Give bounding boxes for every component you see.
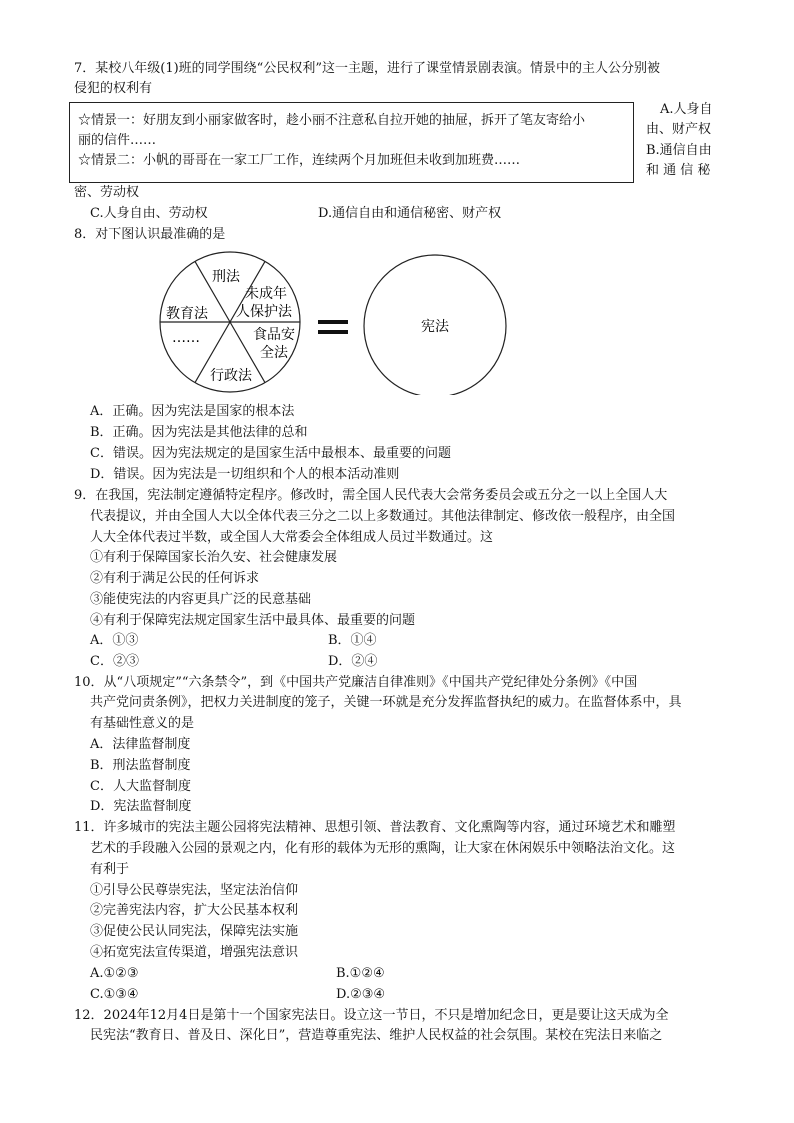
q9-option-b: B．①④ <box>328 633 377 648</box>
q10-stem-line3: 有基础性意义的是 <box>90 716 195 731</box>
q9-stem-line3: 人大全体代表过半数，或全国人大常委会全体组成人员过半数通过。这 <box>90 530 494 545</box>
sector-criminal-law: 刑法 <box>212 269 240 285</box>
sector-minor-protection-law-2: 人保护法 <box>236 304 292 320</box>
q11-item-3: ③促使公民认同宪法，保障宪法实施 <box>90 924 299 939</box>
q10-option-b: B．刑法监督制度 <box>90 758 191 773</box>
q7-option-b-line1: B.通信自由 <box>646 143 712 158</box>
q9-stem-line2: 代表提议，并由全国人大以全体代表三分之二以上多数通过。其他法律制定、修改依一般程序，由全国 <box>90 509 676 524</box>
q12-stem-line2: 民宪法“教育日、普及日、深化日”，营造尊重宪法、维护人民权益的社会氛围。某校在宪法日来临之 <box>90 1028 663 1043</box>
q7-scenario2: ☆情景二：小帆的哥哥在一家工厂工作，连续两个月加班但未收到加班费…… <box>78 153 521 168</box>
sector-minor-protection-law-1: 未成年 <box>245 286 287 302</box>
q7-scenario1-line1: ☆情景一：好朋友到小丽家做客时，趁小丽不注意私自拉开她的抽屉，拆开了笔友寄给小 <box>78 113 586 128</box>
q7-option-c: C.人身自由、劳动权 <box>90 206 208 221</box>
q7-option-b-line2: 和 通 信 秘 <box>646 163 711 178</box>
law-diagram <box>150 250 510 395</box>
q8-option-a: A．正确。因为宪法是国家的根本法 <box>90 404 295 419</box>
q8-option-d: D．错误。因为宪法是一切组织和个人的根本活动准则 <box>90 467 400 482</box>
q10-stem-line2: 共产党问责条例》，把权力关进制度的笼子，关键一环就是充分发挥监督执纪的威力。在监督体系中，具 <box>90 695 682 710</box>
q7-stem-line2: 侵犯的权利有 <box>74 81 153 96</box>
sector-education-law: 教育法 <box>166 306 208 322</box>
q9-option-c: C．②③ <box>90 654 139 669</box>
equals-sign-top <box>318 320 348 324</box>
q9-option-d: D．②④ <box>328 654 378 669</box>
q8-option-c: C．错误。因为宪法规定的是国家生活中最根本、最重要的问题 <box>90 446 451 461</box>
equals-sign-bottom <box>318 330 348 334</box>
q11-item-4: ④拓宽宪法宣传渠道，增强宪法意识 <box>90 945 299 960</box>
q11-option-c: C.①③④ <box>90 987 139 1002</box>
q11-item-1: ①引导公民尊崇宪法，坚定法治信仰 <box>90 883 299 898</box>
q11-option-a: A.①②③ <box>90 966 139 981</box>
q7-scenario1-line2: 丽的信件…… <box>78 133 157 148</box>
sector-ellipsis: …… <box>172 330 200 346</box>
q7-option-b-wrap: 密、劳动权 <box>74 185 140 200</box>
q7-option-a-line1: A.人身自 <box>660 102 713 117</box>
constitution-label: 宪法 <box>421 319 449 335</box>
sector-food-safety-law-1: 食品安 <box>253 327 295 343</box>
q9-option-a: A．①③ <box>90 633 139 648</box>
q7-option-d: D.通信自由和通信秘密、财产权 <box>318 206 502 221</box>
sector-food-safety-law-2: 全法 <box>260 345 288 361</box>
q9-stem-line1: 9．在我国，宪法制定遵循特定程序。修改时，需全国人民代表大会常务委员会或五分之一以上全国人大 <box>74 488 668 503</box>
q10-option-a: A．法律监督制度 <box>90 737 191 752</box>
q11-stem-line1: 11．许多城市的宪法主题公园将宪法精神、思想引领、普法教育、文化熏陶等内容，通过环境艺术和雕塑 <box>74 820 676 835</box>
q11-item-2: ②完善宪法内容，扩大公民基本权利 <box>90 903 299 918</box>
q9-item-4: ④有利于保障宪法规定国家生活中最具体、最重要的问题 <box>90 613 416 628</box>
q7-option-a-line2: 由、财产权 <box>646 122 712 137</box>
q9-item-3: ③能使宪法的内容更具广泛的民意基础 <box>90 592 312 607</box>
q11-stem-line3: 有利于 <box>90 862 130 877</box>
q8-stem: 8．对下图认识最准确的是 <box>74 227 226 242</box>
q10-stem-line1: 10．从“八项规定”“六条禁令”，到《中国共产党廉洁自律准则》《中国共产党纪律处分条例》《中国 <box>74 675 638 690</box>
sector-administrative-law: 行政法 <box>210 368 252 384</box>
q10-option-d: D．宪法监督制度 <box>90 799 192 814</box>
q10-option-c: C．人大监督制度 <box>90 779 191 794</box>
q12-stem-line1: 12．2024年12月4日是第十一个国家宪法日。设立这一节日，不只是增加纪念日，更是要让这天成为全 <box>74 1008 669 1023</box>
q9-item-2: ②有利于满足公民的任何诉求 <box>90 571 260 586</box>
q11-option-b: B.①②④ <box>336 966 385 981</box>
q7-stem-line1: 7．某校八年级(1)班的同学围绕“公民权利”这一主题，进行了课堂情景剧表演。情景中的主人公分别被 <box>74 61 660 76</box>
q9-item-1: ①有利于保障国家长治久安、社会健康发展 <box>90 550 338 565</box>
q8-option-b: B．正确。因为宪法是其他法律的总和 <box>90 425 308 440</box>
q11-option-d: D.②③④ <box>336 987 386 1002</box>
q11-stem-line2: 艺术的手段融入公园的景观之内，化有形的载体为无形的熏陶，让大家在休闲娱乐中领略法治文化。这 <box>90 841 676 856</box>
